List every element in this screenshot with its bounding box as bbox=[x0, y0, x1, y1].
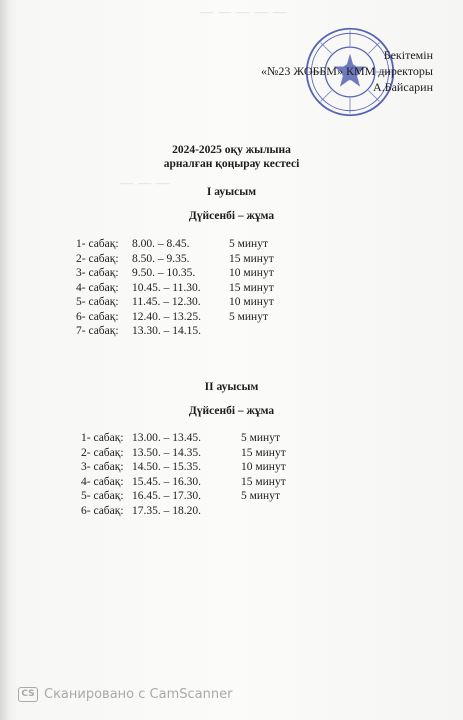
camscanner-watermark bbox=[18, 684, 232, 704]
shift1-title: I ауысым bbox=[206, 186, 257, 198]
break-duration: 10 минут bbox=[229, 296, 274, 308]
lesson-time: 13.00. – 13.45. bbox=[132, 432, 201, 444]
bleed-through-mark: — — — — — bbox=[200, 4, 287, 19]
break-duration: 15 минут bbox=[229, 281, 274, 294]
lesson-number: 3- сабақ: bbox=[81, 461, 124, 473]
page-edge-shadow bbox=[0, 0, 10, 720]
shift2-title: II ауысым bbox=[204, 381, 259, 393]
lesson-number: 1- сабақ: bbox=[76, 238, 119, 250]
doc-title-line-1: 2024-2025 оқу жылына bbox=[172, 144, 291, 156]
lesson-time: 14.50. – 15.35. bbox=[132, 461, 201, 473]
break-duration: 5 минут bbox=[241, 490, 280, 502]
doc-title-line-2: арналған қоңырау кестесі bbox=[163, 158, 300, 170]
lesson-time: 16.45. – 17.30. bbox=[132, 490, 201, 502]
lesson-number: 4- сабақ: bbox=[81, 475, 124, 488]
break-duration: 15 минут bbox=[241, 446, 286, 459]
approval-signatory: А.Байсарин bbox=[373, 80, 433, 94]
camscanner-logo-icon: CS bbox=[18, 687, 38, 702]
break-duration: 5 минут bbox=[241, 432, 280, 444]
break-duration: 15 минут bbox=[229, 252, 274, 265]
shift1-days: Дүйсенбі – жұма bbox=[188, 210, 275, 222]
camscanner-text: Сканировано с CamScanner bbox=[44, 686, 233, 702]
approval-position: «№23 ЖОББМ» КММ директоры bbox=[260, 64, 433, 78]
break-duration: 10 минут bbox=[241, 461, 286, 473]
break-duration: 5 минут bbox=[229, 238, 268, 250]
lesson-time: 8.00. – 8.45. bbox=[132, 238, 190, 250]
lesson-number: 6- сабақ: bbox=[76, 310, 119, 323]
break-duration: 15 минут bbox=[241, 475, 286, 488]
lesson-time: 12.40. – 13.25. bbox=[132, 310, 201, 323]
lesson-number: 5- сабақ: bbox=[81, 490, 124, 502]
lesson-number: 5- сабақ: bbox=[76, 296, 119, 308]
shift2-days: Дүйсенбі – жұма bbox=[188, 405, 275, 417]
lesson-time: 13.30. – 14.15. bbox=[132, 325, 201, 337]
lesson-number: 2- сабақ: bbox=[76, 252, 119, 265]
lesson-time: 9.50. – 10.35. bbox=[132, 267, 196, 279]
lesson-time: 13.50. – 14.35. bbox=[132, 446, 201, 459]
lesson-time: 11.45. – 12.30. bbox=[132, 296, 201, 308]
lesson-number: 7- сабақ: bbox=[76, 325, 119, 337]
break-duration: 5 минут bbox=[229, 310, 268, 323]
lesson-time: 10.45. – 11.30. bbox=[132, 281, 201, 294]
lesson-number: 1- сабақ: bbox=[81, 432, 124, 444]
lesson-time: 8.50. – 9.35. bbox=[132, 252, 190, 265]
approval-title: Бекітемін bbox=[383, 48, 433, 62]
lesson-number: 6- сабақ: bbox=[81, 504, 124, 517]
lesson-number: 3- сабақ: bbox=[76, 267, 119, 279]
lesson-number: 4- сабақ: bbox=[76, 281, 119, 294]
break-duration: 10 минут bbox=[229, 267, 274, 279]
lesson-time: 15.45. – 16.30. bbox=[132, 475, 201, 488]
approval-block bbox=[261, 47, 433, 95]
lesson-time: 17.35. – 18.20. bbox=[132, 504, 201, 517]
lesson-number: 2- сабақ: bbox=[81, 446, 124, 459]
bleed-through-mark: — — — bbox=[120, 175, 171, 190]
